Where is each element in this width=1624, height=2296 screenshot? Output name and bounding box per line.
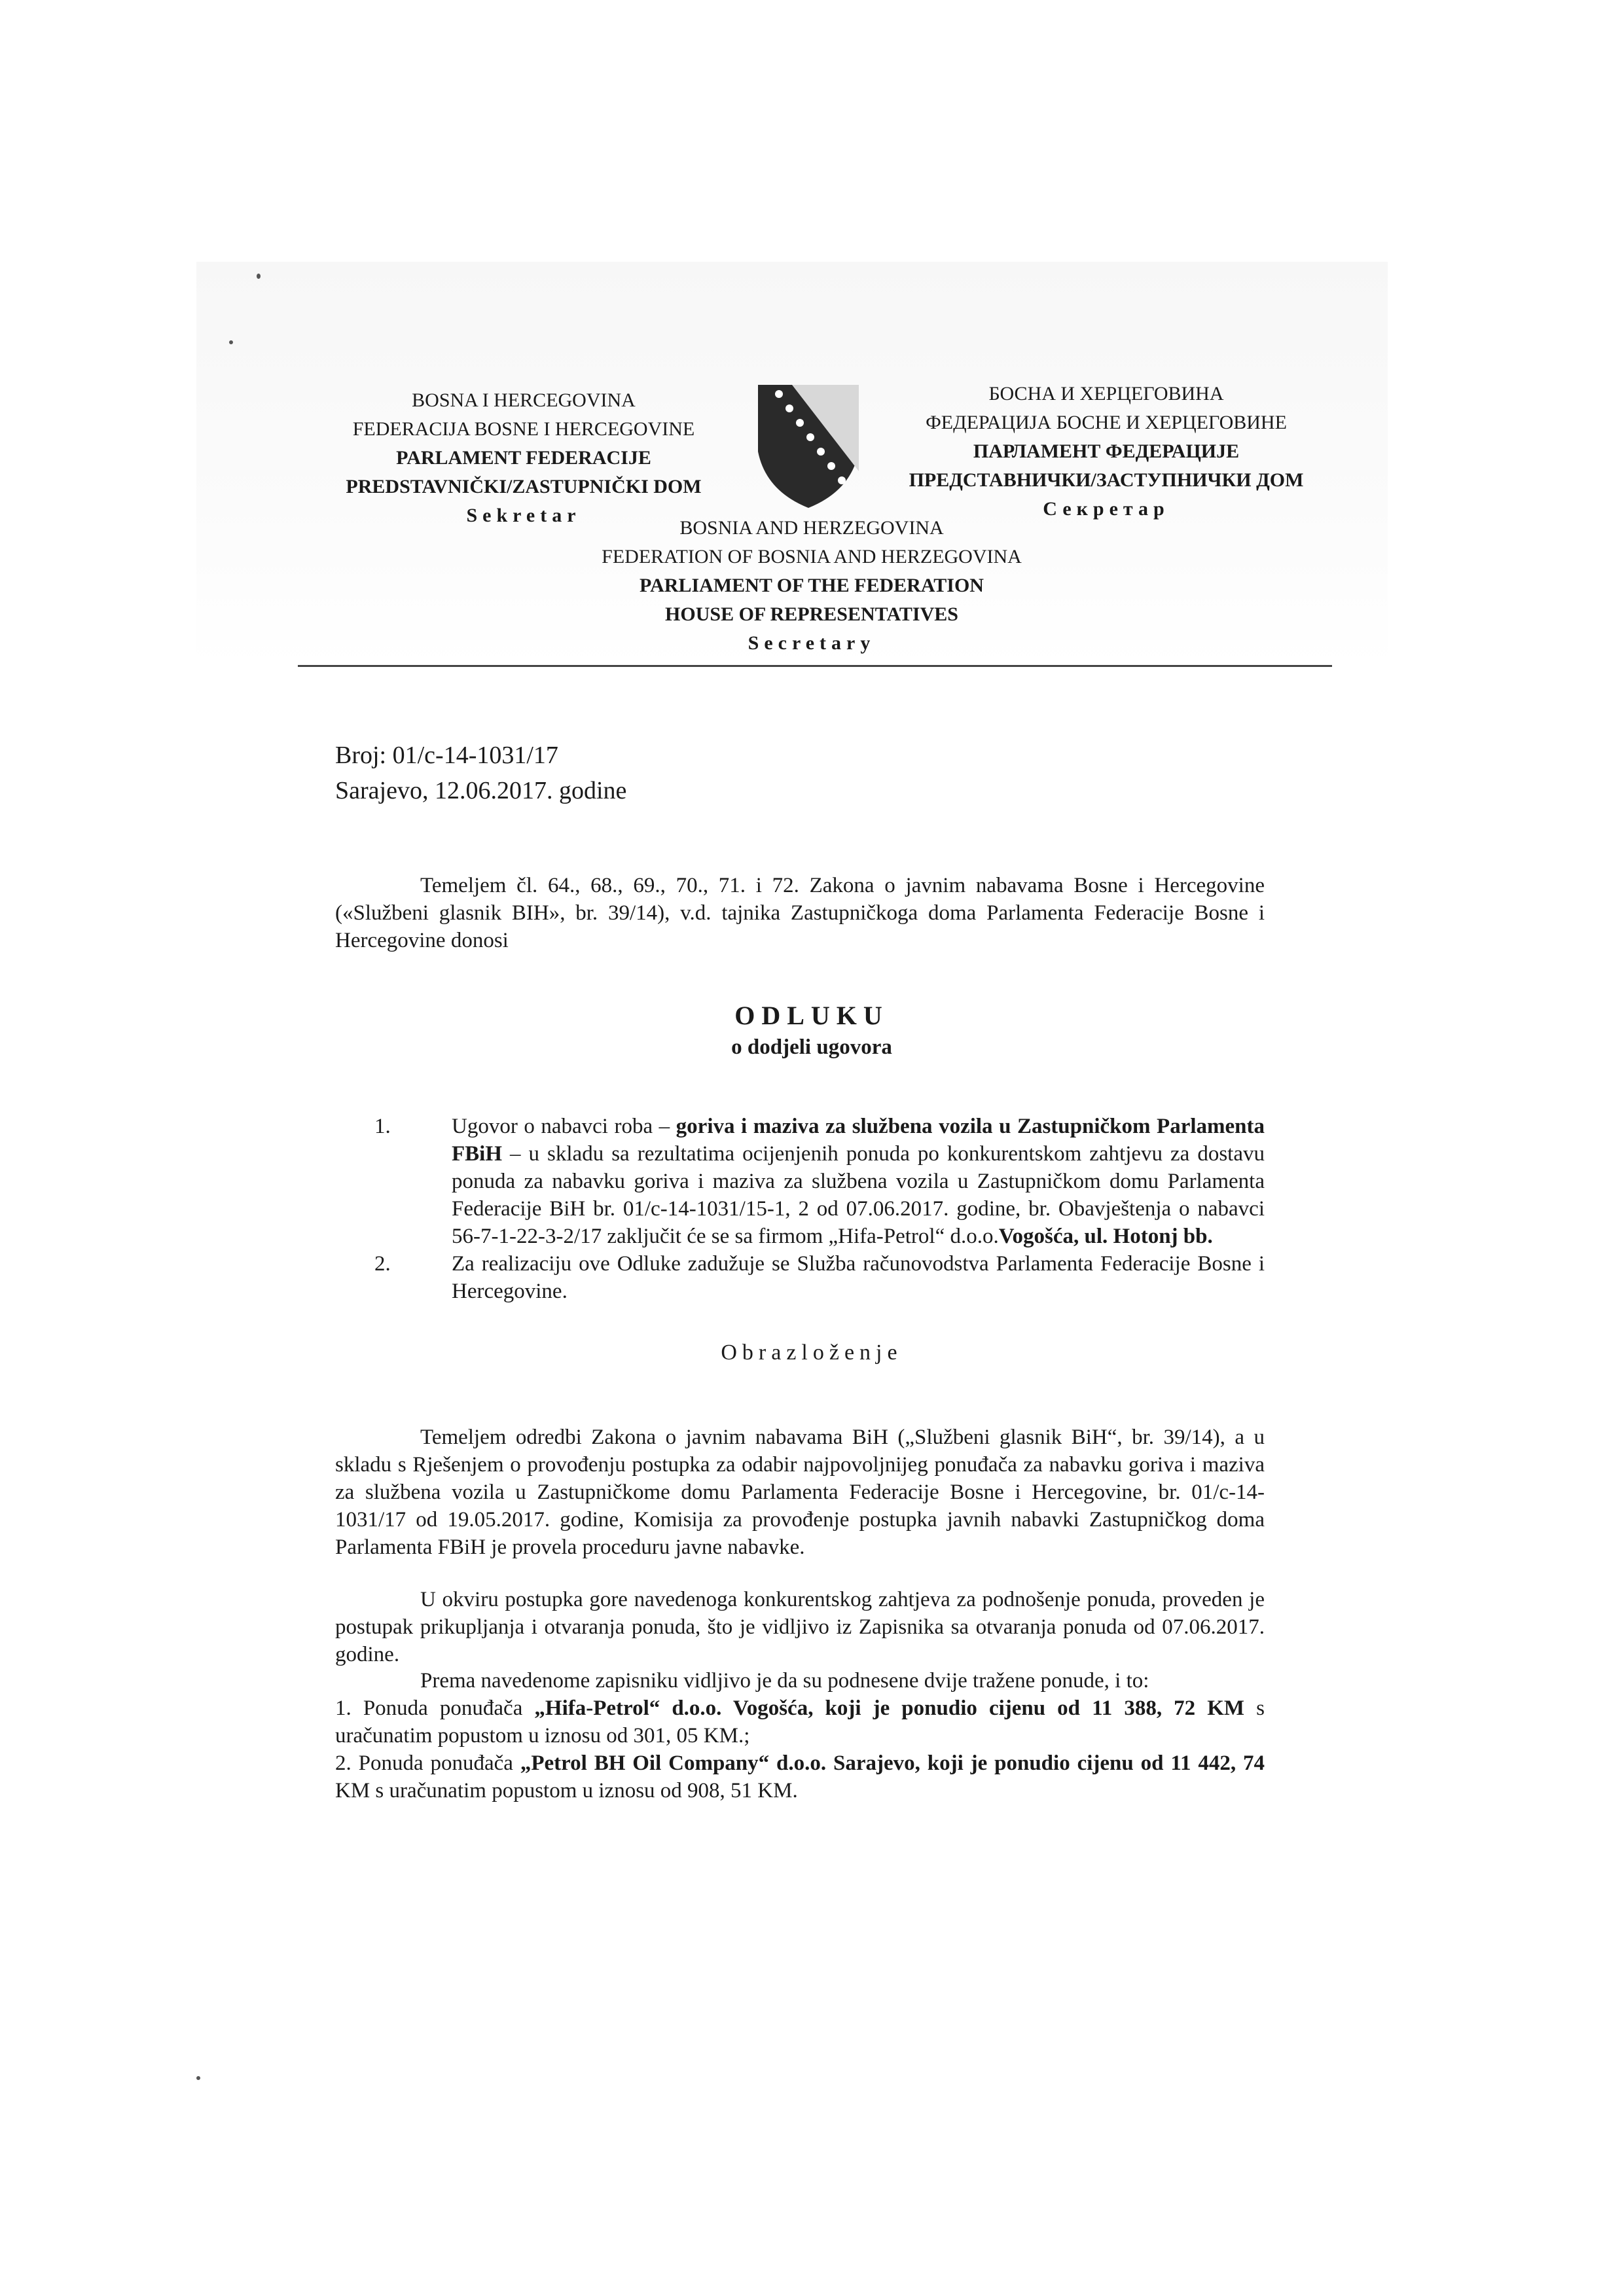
list-item bbox=[335, 1250, 1265, 1305]
item1-text-b: – u skladu sa rezultatima ocijenjenih ponuda po konkurentskom zahtjevu za dostavu ponuda za nabavku goriva i maziva za službena vozila u Zastupničkom domu Parlamenta Federacije BiH br. 01/c-14-1031/15-1, 2 od 07.06.2017. godine, br. Obavještenja o nabavci 56-7-1-22-3-2/17 zaključit će se sa firmom „Hifa-Petrol“ d.o.o. bbox=[452, 1142, 1265, 1248]
header-center-line4: HOUSE OF REPRESENTATIVES bbox=[665, 603, 958, 625]
coat-of-arms-icon bbox=[753, 380, 864, 511]
header-center-line1: BOSNIA AND HERZEGOVINA bbox=[679, 517, 944, 539]
list-item-number: 1. bbox=[374, 1115, 391, 1138]
document-number: Broj: 01/c-14-1031/17 bbox=[335, 742, 558, 769]
scan-speck bbox=[196, 2076, 200, 2080]
header-left-line1: BOSNA I HERCEGOVINA bbox=[412, 389, 636, 411]
header-left-line5: Sekretar bbox=[466, 505, 581, 526]
offer-2-lead: 2. Ponuda ponuđača bbox=[335, 1751, 520, 1775]
place-date: Sarajevo, 12.06.2017. godine bbox=[335, 777, 627, 804]
header-right bbox=[857, 380, 1355, 524]
header-divider bbox=[298, 665, 1332, 667]
offer-1-bold: „Hifa-Petrol“ d.o.o. Vogošća, koji je ponudio cijenu od 11 388, 72 KM bbox=[534, 1696, 1245, 1720]
offer-2-bold: „Petrol BH Oil Company“ d.o.o. Sarajevo, koji je ponudio cijenu od 11 442, 74 bbox=[520, 1751, 1265, 1775]
offer-1 bbox=[335, 1695, 1265, 1749]
decision-list bbox=[335, 1113, 1265, 1305]
header-right-line3: ПАРЛАМЕНТ ФЕДЕРАЦИЈЕ bbox=[973, 440, 1240, 462]
header-center-line3: PARLIAMENT OF THE FEDERATION bbox=[640, 575, 984, 596]
offers-section bbox=[335, 1667, 1265, 1804]
offer-2-tail: KM s uračunatim popustom u iznosu od 908, 51 KM. bbox=[335, 1779, 798, 1803]
list-item bbox=[335, 1113, 1265, 1250]
item1-text-a: Ugovor o nabavci roba – bbox=[452, 1115, 676, 1138]
reasoning-paragraph-2: U okviru postupka gore navedenoga konkurentskog zahtjeva za podnošenje ponuda, proveden je postupak prikupljanja i otvaranja ponuda, što je vidljivo iz Zapisnika sa otvaranja ponuda od 07.06.2017. godine. bbox=[335, 1588, 1265, 1666]
header-left-line2: FEDERACIJA BOSNE I HERCEGOVINE bbox=[352, 418, 695, 440]
header-center-line5: Secretary bbox=[748, 632, 876, 654]
list-item-number: 2. bbox=[374, 1252, 391, 1276]
header-right-line2: ФЕДЕРАЦИЈА БОСНЕ И ХЕРЦЕГОВИНЕ bbox=[926, 412, 1287, 433]
scan-speck bbox=[257, 274, 261, 279]
scan-speck bbox=[229, 340, 233, 344]
header-left bbox=[275, 386, 772, 530]
item1-bold-a: goriva i maziva za službena vozila u Zastupničkom Parlamenta FBiH bbox=[452, 1115, 1265, 1166]
header-center-line2: FEDERATION OF BOSNIA AND HERZEGOVINA bbox=[602, 546, 1022, 567]
header-right-line1: БОСНА И ХЕРЦЕГОВИНА bbox=[988, 383, 1224, 404]
decision-title: ODLUKU bbox=[734, 1001, 889, 1030]
item1-bold-b: Vogošća, ul. Hotonj bb. bbox=[998, 1225, 1213, 1248]
header-right-line4: ПРЕДСТАВНИЧКИ/ЗАСТУПНИЧКИ ДОМ bbox=[909, 469, 1304, 491]
preamble: Temeljem čl. 64., 68., 69., 70., 71. i 72. Zakona o javnim nabavama Bosne i Hercegovine («Službeni glasnik BIH», br. 39/14), v.d. tajnika Zastupničkoga doma Parlamenta Federacije Bosne i Hercegovine donosi bbox=[335, 874, 1265, 952]
header-left-line4: PREDSTAVNIČKI/ZASTUPNIČKI DOM bbox=[346, 476, 702, 497]
list-item-text: Za realizaciju ove Odluke zadužuje se Služba računovodstva Parlamenta Federacije Bosne i Hercegovine. bbox=[452, 1252, 1265, 1303]
decision-subtitle: o dodjeli ugovora bbox=[731, 1035, 892, 1059]
reasoning-title: Obrazloženje bbox=[721, 1340, 903, 1365]
header-right-line5: Секретар bbox=[1043, 498, 1170, 520]
header-center bbox=[537, 514, 1087, 658]
offer-1-tail: s uračunatim popustom u iznosu od 301, 05 KM.; bbox=[335, 1696, 1265, 1748]
list-item-text bbox=[452, 1113, 1265, 1250]
header-left-line3: PARLAMENT FEDERACIJE bbox=[396, 447, 651, 469]
offer-1-lead: 1. Ponuda ponuđača bbox=[335, 1696, 535, 1720]
offers-intro: Prema navedenome zapisniku vidljivo je da su podnesene dvije tražene ponude, i to: bbox=[420, 1669, 1149, 1693]
reasoning-paragraph-1: Temeljem odredbi Zakona o javnim nabavama BiH („Službeni glasnik BiH“, br. 39/14), a u skladu s Rješenjem o provođenju postupka za odabir najpovoljnijeg ponuđača za nabavku goriva i maziva za službena vozila u Zastupničkome domu Parlamenta Federacije Bosne i Hercegovine, br. 01/c-14-1031/17 od 19.05.2017. godine, Komisija za provođenje postupka javnih nabavki Zastupničkog doma Parlamenta FBiH je provela proceduru javne nabavke. bbox=[335, 1426, 1265, 1559]
offer-2 bbox=[335, 1749, 1265, 1804]
